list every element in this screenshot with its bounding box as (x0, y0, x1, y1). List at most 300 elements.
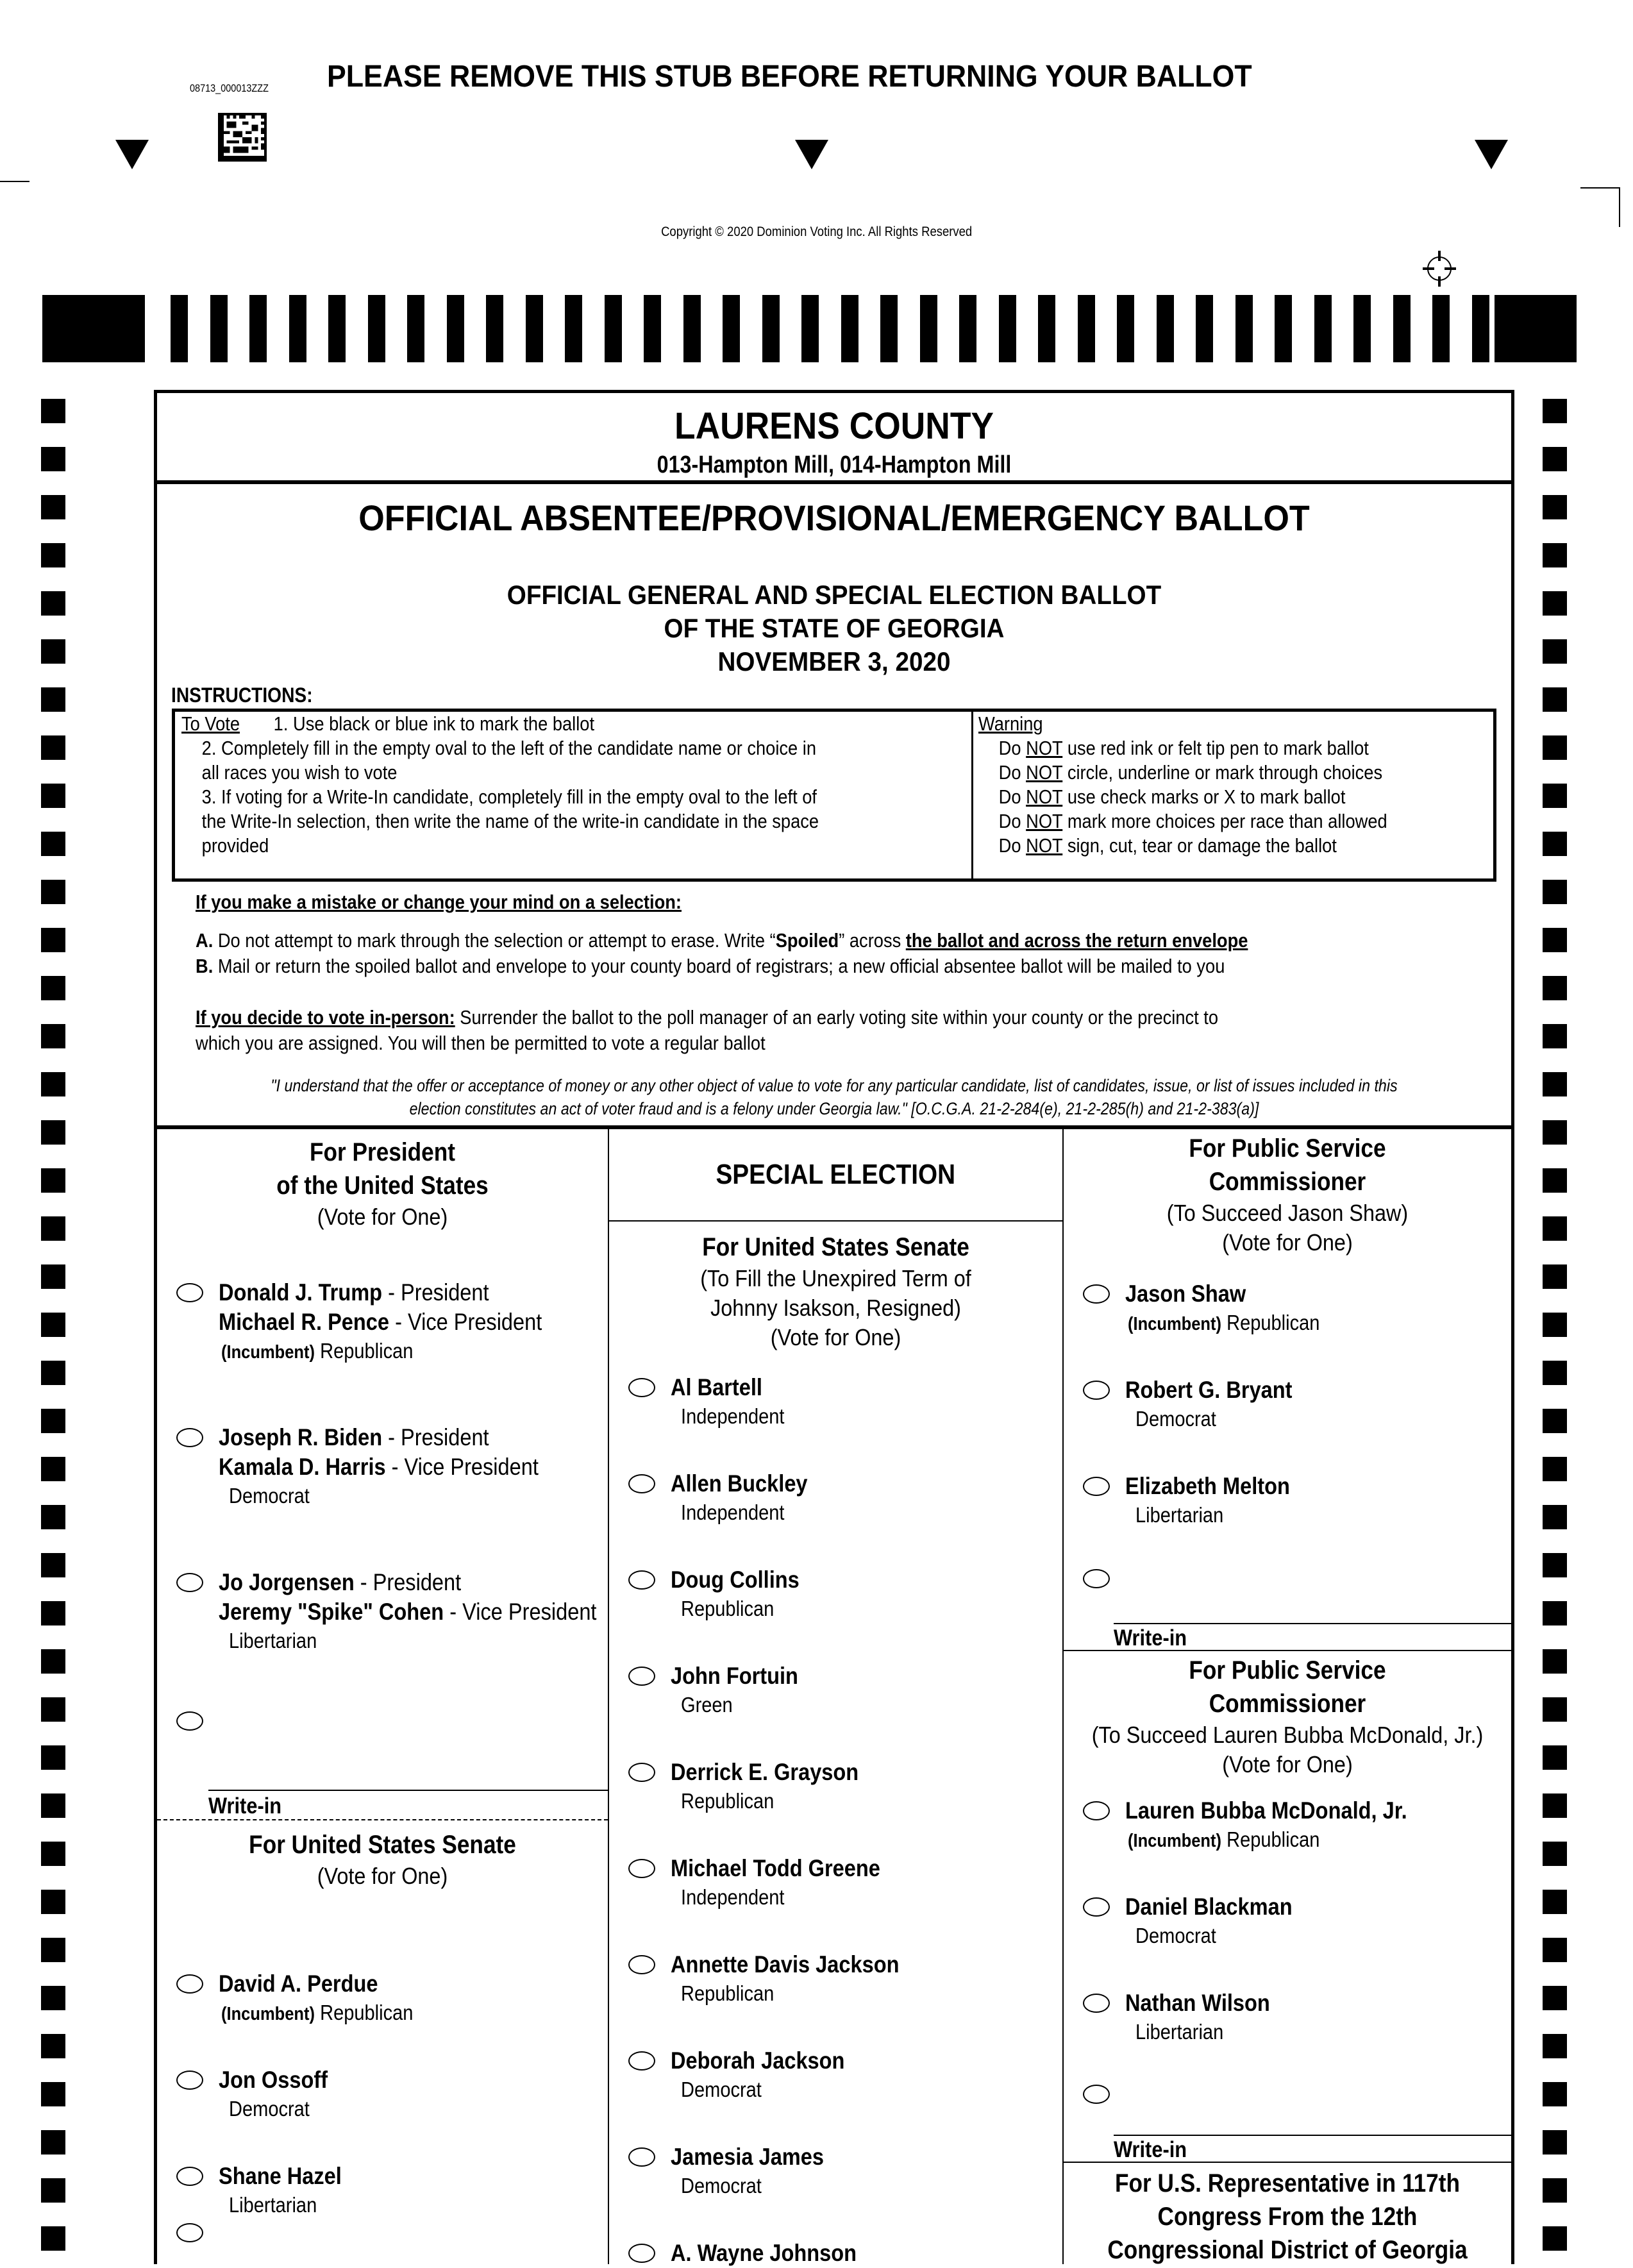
cut-mark (1619, 187, 1620, 227)
vote-oval[interactable] (628, 1955, 655, 1974)
candidate-name-text: Allen Buckley (671, 1470, 808, 1497)
timing-mark (41, 976, 65, 1000)
timing-mark (1543, 543, 1567, 567)
timing-mark (41, 2226, 65, 2251)
candidate-name-text: Joseph R. Biden (219, 1424, 383, 1450)
vote-oval[interactable] (176, 1283, 203, 1302)
vote-oval[interactable] (628, 1570, 655, 1590)
step-emphasis: the ballot and across the return envelope (905, 929, 1248, 952)
vote-for-one: (Vote for One) (1222, 1229, 1353, 1256)
race-title: Congressional District of Georgia (1107, 2236, 1468, 2264)
mistake-heading: If you make a mistake or change your mind on a selection: (196, 891, 682, 913)
timing-mark (41, 1745, 65, 1770)
candidate-name (671, 1950, 899, 1979)
candidate-name-text: Jason Shaw (1125, 1281, 1246, 1307)
vote-for-one: (Vote for One) (770, 1324, 901, 1350)
timing-bar (959, 295, 976, 362)
candidate-party (681, 1691, 733, 1719)
timing-mark (1543, 447, 1567, 471)
party-name: Democrat (1135, 1924, 1216, 1947)
in-person-heading: If you decide to vote in-person: (196, 1006, 455, 1029)
party-name: Democrat (229, 2097, 310, 2121)
timing-mark (41, 1601, 65, 1625)
timing-mark (1543, 1601, 1567, 1625)
in-person-text: which you are assigned. You will then be permitted to vote a regular ballot (196, 1032, 766, 1054)
race-title: For Public Service (1189, 1134, 1386, 1163)
race-title: For United States Senate (702, 1233, 969, 1261)
race-title: For U.S. Representative in 117th (1115, 2169, 1460, 2197)
timing-mark (41, 1072, 65, 1096)
to-vote-panel (175, 712, 973, 878)
timing-mark (1543, 2130, 1567, 2155)
timing-mark (1543, 1793, 1567, 1818)
timing-mark (1543, 1313, 1567, 1337)
timing-mark (1543, 1553, 1567, 1577)
cut-mark (1580, 187, 1620, 189)
timing-mark (41, 880, 65, 904)
instruction-line: all races you wish to vote (201, 761, 398, 784)
timing-mark (1543, 591, 1567, 616)
candidate-name-text: Elizabeth Melton (1125, 1473, 1290, 1499)
party-name: Republican (1221, 1311, 1320, 1334)
candidate-party (681, 1979, 774, 2008)
candidate-role: - Vice President (389, 1309, 542, 1335)
vote-oval[interactable] (628, 2244, 655, 2263)
warning-line (978, 834, 1432, 858)
race-title: For Public Service (1189, 1656, 1386, 1684)
timing-mark (1543, 1216, 1567, 1241)
timing-mark (1543, 1168, 1567, 1193)
timing-bar (920, 295, 937, 362)
timing-mark (41, 1553, 65, 1577)
timing-bar (328, 295, 346, 362)
ballot-type-title: OFFICIAL ABSENTEE/PROVISIONAL/EMERGENCY BALLOT (358, 498, 1310, 538)
timing-mark (41, 1024, 65, 1048)
instructions-label: INSTRUCTIONS: (171, 684, 313, 707)
election-date: NOVEMBER 3, 2020 (717, 646, 951, 676)
timing-bar (249, 295, 267, 362)
timing-mark (41, 1649, 65, 1674)
candidate-party (1135, 1405, 1216, 1433)
timing-mark (41, 495, 65, 519)
warning-not: NOT (1026, 810, 1063, 832)
timing-bar (723, 295, 740, 362)
candidate-name (1125, 1988, 1270, 2018)
warning-text: use red ink or felt tip pen to mark ballot (1062, 737, 1369, 759)
timing-bar (1235, 295, 1253, 362)
instruction-line: 1. Use black or blue ink to mark the ballot (273, 712, 595, 735)
timing-mark (41, 2034, 65, 2058)
candidate-party (1128, 1826, 1319, 1855)
warning-prefix: Do (998, 834, 1026, 857)
candidate-name-text: John Fortuin (671, 1663, 798, 1689)
triangle-down-icon (1475, 140, 1508, 169)
candidate-name (219, 1423, 489, 1452)
timing-mark (41, 2082, 65, 2106)
timing-mark (1543, 1938, 1567, 1962)
vote-oval[interactable] (628, 1378, 655, 1397)
vote-oval[interactable] (176, 1573, 203, 1592)
timing-mark (41, 639, 65, 664)
step-text: ” across (839, 929, 906, 952)
timing-mark (41, 1120, 65, 1145)
vote-oval[interactable] (1083, 1994, 1110, 2013)
candidate-name (671, 1373, 762, 1402)
timing-mark (41, 735, 65, 760)
party-name: Libertarian (229, 2193, 317, 2217)
warning-panel (973, 712, 1493, 878)
timing-bar (171, 295, 188, 362)
timing-mark (41, 1409, 65, 1433)
running-mate-name (219, 1307, 542, 1337)
warning-not: NOT (1026, 737, 1063, 759)
warning-prefix: Do (998, 785, 1026, 808)
candidate-name (671, 1565, 800, 1595)
county-header (157, 393, 1511, 484)
warning-text: sign, cut, tear or damage the ballot (1062, 834, 1337, 857)
candidate-name (671, 2239, 857, 2268)
timing-mark (1543, 1409, 1567, 1433)
race-title: Commissioner (1209, 1690, 1366, 1718)
timing-mark (41, 1697, 65, 1722)
timing-bar (683, 295, 701, 362)
candidate-name-text: Deborah Jackson (671, 2047, 845, 2074)
candidate-party (229, 1482, 310, 1510)
timing-bar (880, 295, 898, 362)
race-subtitle: Johnny Isakson, Resigned) (710, 1295, 961, 1321)
candidate-name (219, 1278, 489, 1307)
running-mate-name-text: Michael R. Pence (219, 1309, 390, 1335)
candidate-name-text: David A. Perdue (219, 1970, 378, 1997)
timing-bar (1078, 295, 1095, 362)
warning-not: NOT (1026, 834, 1063, 857)
party-name: Republican (1221, 1827, 1320, 1851)
candidate-name (671, 1758, 858, 1787)
column-2 (609, 1129, 1064, 2264)
candidate-name-text: Al Bartell (671, 1374, 762, 1400)
timing-bar (1353, 295, 1371, 362)
party-name: Democrat (229, 1484, 310, 1508)
write-in-label: Write-in (1114, 2137, 1187, 2162)
vote-oval[interactable] (628, 1667, 655, 1686)
party-name: Libertarian (1135, 2020, 1224, 2044)
timing-mark (41, 1842, 65, 1866)
timing-mark (41, 1938, 65, 1962)
timing-mark (41, 1890, 65, 1914)
candidate-party (229, 2095, 310, 2123)
candidate-name (671, 1854, 880, 1883)
instruction-line: the Write-In selection, then write the name of the write-in candidate in the space (201, 810, 819, 832)
timing-mark (1543, 2082, 1567, 2106)
timing-bar (841, 295, 858, 362)
triangle-down-icon (115, 140, 149, 169)
instruction-line: 2. Completely fill in the empty oval to the left of the candidate name or choice in (201, 737, 817, 759)
candidate-party (681, 2172, 762, 2200)
timing-mark (41, 2130, 65, 2155)
timing-track (0, 295, 1633, 365)
vote-oval[interactable] (1083, 1569, 1110, 1588)
vote-oval[interactable] (1083, 2085, 1110, 2104)
timing-bar (565, 295, 582, 362)
race-title: For President (310, 1138, 455, 1166)
candidate-name-text: Doug Collins (671, 1567, 800, 1593)
timing-mark (1543, 2226, 1567, 2251)
race-subtitle: (To Succeed Jason Shaw) (1166, 1200, 1409, 1226)
timing-mark (1543, 928, 1567, 952)
candidate-name (671, 2142, 824, 2172)
mistake-step-a (196, 928, 1353, 953)
vote-oval[interactable] (628, 2147, 655, 2167)
race-psc2-header (1064, 1654, 1511, 1779)
timing-mark (1543, 2034, 1567, 2058)
timing-mark (1543, 976, 1567, 1000)
write-in-line[interactable] (1114, 2135, 1511, 2136)
ballot-header (157, 497, 1511, 678)
fraud-disclaimer (157, 1056, 1511, 1129)
timing-mark (41, 928, 65, 952)
timing-mark (1543, 1361, 1567, 1385)
candidate-role: - Vice President (444, 1599, 597, 1625)
candidate-name-text: Jon Ossoff (219, 2067, 328, 2093)
candidate-name (1125, 1375, 1293, 1405)
warning-line (978, 785, 1432, 809)
warning-line (978, 760, 1432, 785)
vote-oval[interactable] (1083, 1284, 1110, 1304)
race-psc1-header (1064, 1129, 1511, 1257)
vote-oval[interactable] (176, 2223, 203, 2242)
vote-for-one: (Vote for One) (1222, 1751, 1353, 1777)
candidate-party (1135, 1922, 1216, 1950)
timing-bar (1472, 295, 1489, 362)
candidate-name-text: Jamesia James (671, 2144, 824, 2170)
timing-mark (1543, 1986, 1567, 2010)
vote-oval[interactable] (1083, 1897, 1110, 1917)
special-election-banner (609, 1129, 1062, 1222)
candidate-role: - Vice President (385, 1454, 539, 1480)
write-in-label: Write-in (208, 1793, 282, 1819)
candidate-name (219, 2162, 342, 2191)
timing-mark (41, 399, 65, 423)
disclaimer-line: "I understand that the offer or acceptance of money or any other object of value to vote for any particular candidate, list of candidates, issue, or list of issues included in this (271, 1076, 1398, 1095)
to-vote-heading: To Vote (181, 712, 240, 735)
warning-line (978, 809, 1432, 834)
column-3 (1064, 1129, 1511, 2264)
candidate-party (1128, 1309, 1319, 1338)
mistake-section (157, 882, 1511, 1056)
warning-text: use check marks or X to mark ballot (1062, 785, 1346, 808)
candidate-name-text: A. Wayne Johnson (671, 2240, 857, 2266)
contest-columns (157, 1129, 1511, 2264)
vote-oval[interactable] (628, 1474, 655, 1493)
timing-mark (1543, 639, 1567, 664)
party-name: Independent (681, 1885, 785, 1909)
timing-mark (41, 591, 65, 616)
vote-oval[interactable] (176, 1428, 203, 1447)
vote-oval[interactable] (176, 2167, 203, 2186)
timing-bar (526, 295, 543, 362)
timing-mark (1543, 735, 1567, 760)
timing-bar (1038, 295, 1055, 362)
election-title-line: OFFICIAL GENERAL AND SPECIAL ELECTION BALLOT (507, 580, 1162, 610)
vote-oval[interactable] (176, 2071, 203, 2090)
timing-mark (1543, 495, 1567, 519)
vote-oval[interactable] (1083, 1381, 1110, 1400)
county-name: LAURENS COUNTY (674, 405, 994, 447)
vote-oval[interactable] (1083, 1801, 1110, 1820)
timing-bar (1196, 295, 1213, 362)
mistake-step-b (196, 953, 1353, 979)
candidate-name (671, 2046, 844, 2076)
timing-mark (41, 784, 65, 808)
incumbent-badge: (Incumbent) (221, 1342, 315, 1363)
timing-bar (605, 295, 622, 362)
timing-mark (41, 832, 65, 856)
timing-mark (41, 1264, 65, 1289)
candidate-party (681, 2076, 762, 2104)
timing-mark (1543, 832, 1567, 856)
timing-mark (41, 1793, 65, 1818)
candidate-name-text: Michael Todd Greene (671, 1855, 880, 1881)
candidate-name-text: Robert G. Bryant (1125, 1377, 1293, 1403)
column-1 (157, 1129, 609, 2264)
party-name: Democrat (1135, 1407, 1216, 1431)
running-mate-name (219, 1597, 596, 1627)
candidate-party (1135, 1501, 1223, 1529)
race-senate-header (157, 1828, 608, 1891)
timing-bar (644, 295, 661, 362)
race-title: Commissioner (1209, 1168, 1366, 1196)
timing-block (42, 295, 145, 362)
timing-mark (41, 1986, 65, 2010)
race-house-header (1064, 2167, 1511, 2267)
in-person-section (196, 1005, 1353, 1030)
timing-mark (41, 1216, 65, 1241)
timing-bar (1275, 295, 1292, 362)
party-name: Republican (681, 1597, 775, 1620)
timing-mark (41, 2178, 65, 2203)
vote-oval[interactable] (176, 1711, 203, 1731)
election-title (211, 578, 1457, 678)
spoiled-word: Spoiled (775, 929, 839, 952)
candidate-party (221, 1337, 413, 1366)
party-name: Republican (681, 1789, 775, 1813)
timing-mark (41, 1505, 65, 1529)
candidate-party (681, 1595, 774, 1623)
vote-oval[interactable] (628, 1859, 655, 1878)
step-text: Mail or return the spoiled ballot and envelope to your county board of registrars; a new official absentee ballot will be mailed to you (213, 955, 1225, 977)
candidate-name (219, 2065, 328, 2095)
timing-mark (41, 687, 65, 712)
timing-mark (1543, 1264, 1567, 1289)
timing-mark (1543, 2178, 1567, 2203)
timing-mark (1543, 1505, 1567, 1529)
timing-mark (1543, 1890, 1567, 1914)
candidate-name (671, 1469, 808, 1499)
race-subtitle: (To Succeed Lauren Bubba McDonald, Jr.) (1091, 1722, 1484, 1748)
warning-not: NOT (1026, 761, 1063, 784)
timing-mark (1543, 1120, 1567, 1145)
candidate-name (1125, 1892, 1293, 1922)
step-label: B. (196, 955, 214, 977)
write-in-line[interactable] (208, 1790, 608, 1791)
race-subtitle: (To Fill the Unexpired Term of (700, 1265, 971, 1291)
in-person-text: Surrender the ballot to the poll manager of an early voting site within your county or the precinct to (455, 1006, 1219, 1029)
race-divider (157, 1819, 608, 1820)
candidate-party (681, 1499, 784, 1527)
timing-bar (801, 295, 819, 362)
incumbent-badge: (Incumbent) (221, 2004, 315, 2024)
ballot-id-code: 08713_000013ZZZ (190, 82, 269, 94)
vote-oval[interactable] (1083, 1477, 1110, 1496)
candidate-name-text: Annette Davis Jackson (671, 1951, 900, 1978)
candidate-role: - President (382, 1424, 489, 1450)
timing-mark (1543, 687, 1567, 712)
copyright-text: Copyright © 2020 Dominion Voting Inc. All Rights Reserved (660, 224, 973, 239)
vote-oval[interactable] (628, 1763, 655, 1782)
timing-block (1495, 295, 1577, 362)
write-in-label: Write-in (1114, 1625, 1187, 1651)
vote-oval[interactable] (176, 1974, 203, 1994)
candidate-party (221, 1999, 413, 2028)
write-in-line[interactable] (1114, 1623, 1511, 1624)
party-name: Green (681, 1693, 733, 1717)
step-text: Do not attempt to mark through the selection or attempt to erase. Write “ (213, 929, 776, 952)
candidate-name (219, 1568, 461, 1597)
step-label: A. (196, 929, 214, 952)
timing-bar (210, 295, 228, 362)
timing-bar (1393, 295, 1411, 362)
race-president-header (157, 1129, 608, 1232)
party-name: Libertarian (229, 1629, 317, 1652)
candidate-name (1125, 1472, 1290, 1501)
timing-mark (1543, 880, 1567, 904)
candidate-role: - President (382, 1279, 489, 1306)
race-special-senate-header (609, 1222, 1062, 1352)
candidate-name (1125, 1279, 1246, 1309)
disclaimer-line: election constitutes an act of voter fraud and is a felony under Georgia law." [O.C.G.A. 21-2-284(e), 21-2-285(h) and 21-2-383(a)] (409, 1099, 1259, 1118)
special-election-title: SPECIAL ELECTION (716, 1159, 956, 1190)
timing-mark (1543, 784, 1567, 808)
warning-not: NOT (1026, 785, 1063, 808)
party-name: Democrat (681, 2174, 762, 2197)
election-title-line: OF THE STATE OF GEORGIA (664, 613, 1005, 643)
instructions-box (172, 709, 1496, 882)
timing-mark (41, 1457, 65, 1481)
warning-prefix: Do (998, 737, 1026, 759)
vote-oval[interactable] (628, 2051, 655, 2071)
warning-line (978, 736, 1432, 760)
party-name: Republican (315, 1339, 414, 1363)
timing-bar (762, 295, 780, 362)
candidate-name-text: Jo Jorgensen (219, 1569, 355, 1595)
ballot-body (154, 390, 1514, 2264)
running-mate-name (219, 1452, 539, 1482)
candidate-name-text: Derrick E. Grayson (671, 1759, 859, 1785)
candidate-party (681, 1402, 784, 1431)
warning-text: mark more choices per race than allowed (1062, 810, 1387, 832)
timing-mark (41, 1168, 65, 1193)
timing-mark (1543, 1649, 1567, 1674)
timing-mark (1543, 1024, 1567, 1048)
crosshair-icon (1420, 248, 1459, 287)
timing-bar (368, 295, 385, 362)
timing-bar (1432, 295, 1450, 362)
candidate-name-text: Daniel Blackman (1125, 1894, 1293, 1920)
timing-bar (999, 295, 1016, 362)
incumbent-badge: (Incumbent) (1128, 1314, 1222, 1334)
candidate-party (229, 1627, 317, 1655)
precinct-list: 013-Hampton Mill, 014-Hampton Mill (657, 451, 1012, 478)
